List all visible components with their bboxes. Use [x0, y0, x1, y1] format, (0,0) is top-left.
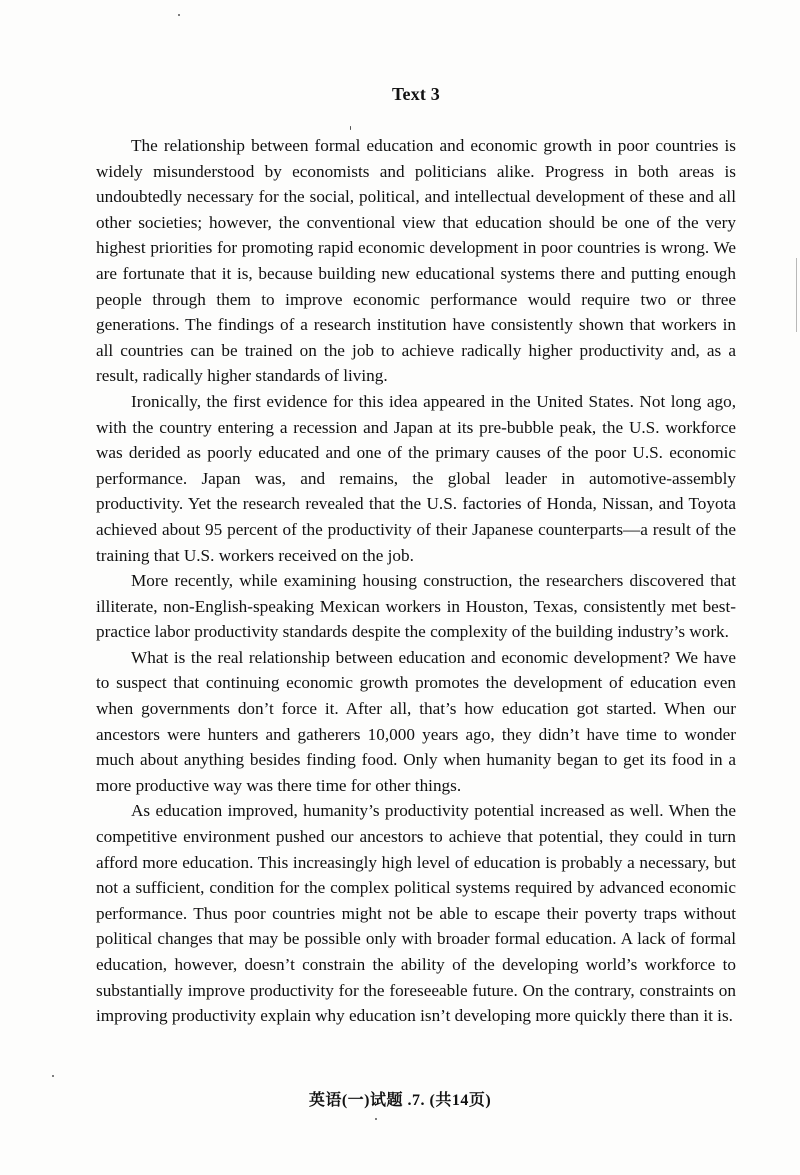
paragraph-4: What is the real relationship between education and economic development? We have to suspect that continuing economic growth promotes the development of education even when governments don’t force it. After all, that’s how education got started. When our ancestors were hunters and gatherers 10,000 years ago, they didn’t have time to wonder much about anything besides finding food. Only when humanity began to get its food in a more productive way was there time for other things. [96, 647, 736, 795]
paragraph-1: The relationship between formal education and economic growth in poor countries is widely misunderstood by economists and politicians alike. Progress in both areas is undoubtedly necessary for the social, political, and intellectual development of these and all other societies; however, the conventional view that education should be one of the very highest priorities for promoting rapid economic development in poor countries is wrong. We are fortunate that it is, because building new educational systems there and putting enough people through them to improve economic performance would require two or three generations. The findings of a research institution have consistently shown that workers in all countries can be trained on the job to achieve radically higher productivity and, as a result, radically higher standards of living. [96, 136, 736, 386]
scan-speck [375, 1118, 377, 1120]
page-footer: 英语(一)试题 .7. (共14页) [308, 1092, 492, 1109]
paragraph-5: As education improved, humanity’s productivity potential increased as well. When the competitive environment pushed our ancestors to achieve that potential, they could in turn afford more education. This increasingly high level of education is probably a necessary, but not a sufficient, condition for the complex political systems required by advanced economic performance. Thus poor countries might not be able to escape their poverty traps without political changes that may be possible only with broader formal education. A lack of formal education, however, doesn’t constrain the ability of the developing world’s workforce to substantially improve productivity for the foreseeable future. On the contrary, constraints on improving productivity explain why education isn’t developing more quickly there than it is. [96, 801, 736, 1026]
scan-edge-mark [796, 258, 797, 332]
scan-speck [178, 14, 180, 16]
passage-body [96, 133, 736, 1029]
scan-speck [52, 1075, 54, 1077]
paragraph-2: Ironically, the first evidence for this idea appeared in the United States. Not long ago, with the country entering a recession and Japan at its pre-bubble peak, the U.S. workforce was derided as poorly educated and one of the primary causes of the poor U.S. economic performance. Japan was, and remains, the global leader in automotive-assembly productivity. Yet the research revealed that the U.S. factories of Honda, Nissan, and Toyota achieved about 95 percent of the productivity of their Japanese counterparts—a result of the training that U.S. workers received on the job. [96, 391, 736, 565]
passage-heading: Text 3 [391, 84, 441, 104]
paragraph-3: More recently, while examining housing construction, the researchers discovered that illiterate, non-English-speaking Mexican workers in Houston, Texas, consistently met best-practice labor productivity standards despite the complexity of the building industry’s work. [96, 571, 736, 642]
scan-speck [350, 126, 351, 130]
